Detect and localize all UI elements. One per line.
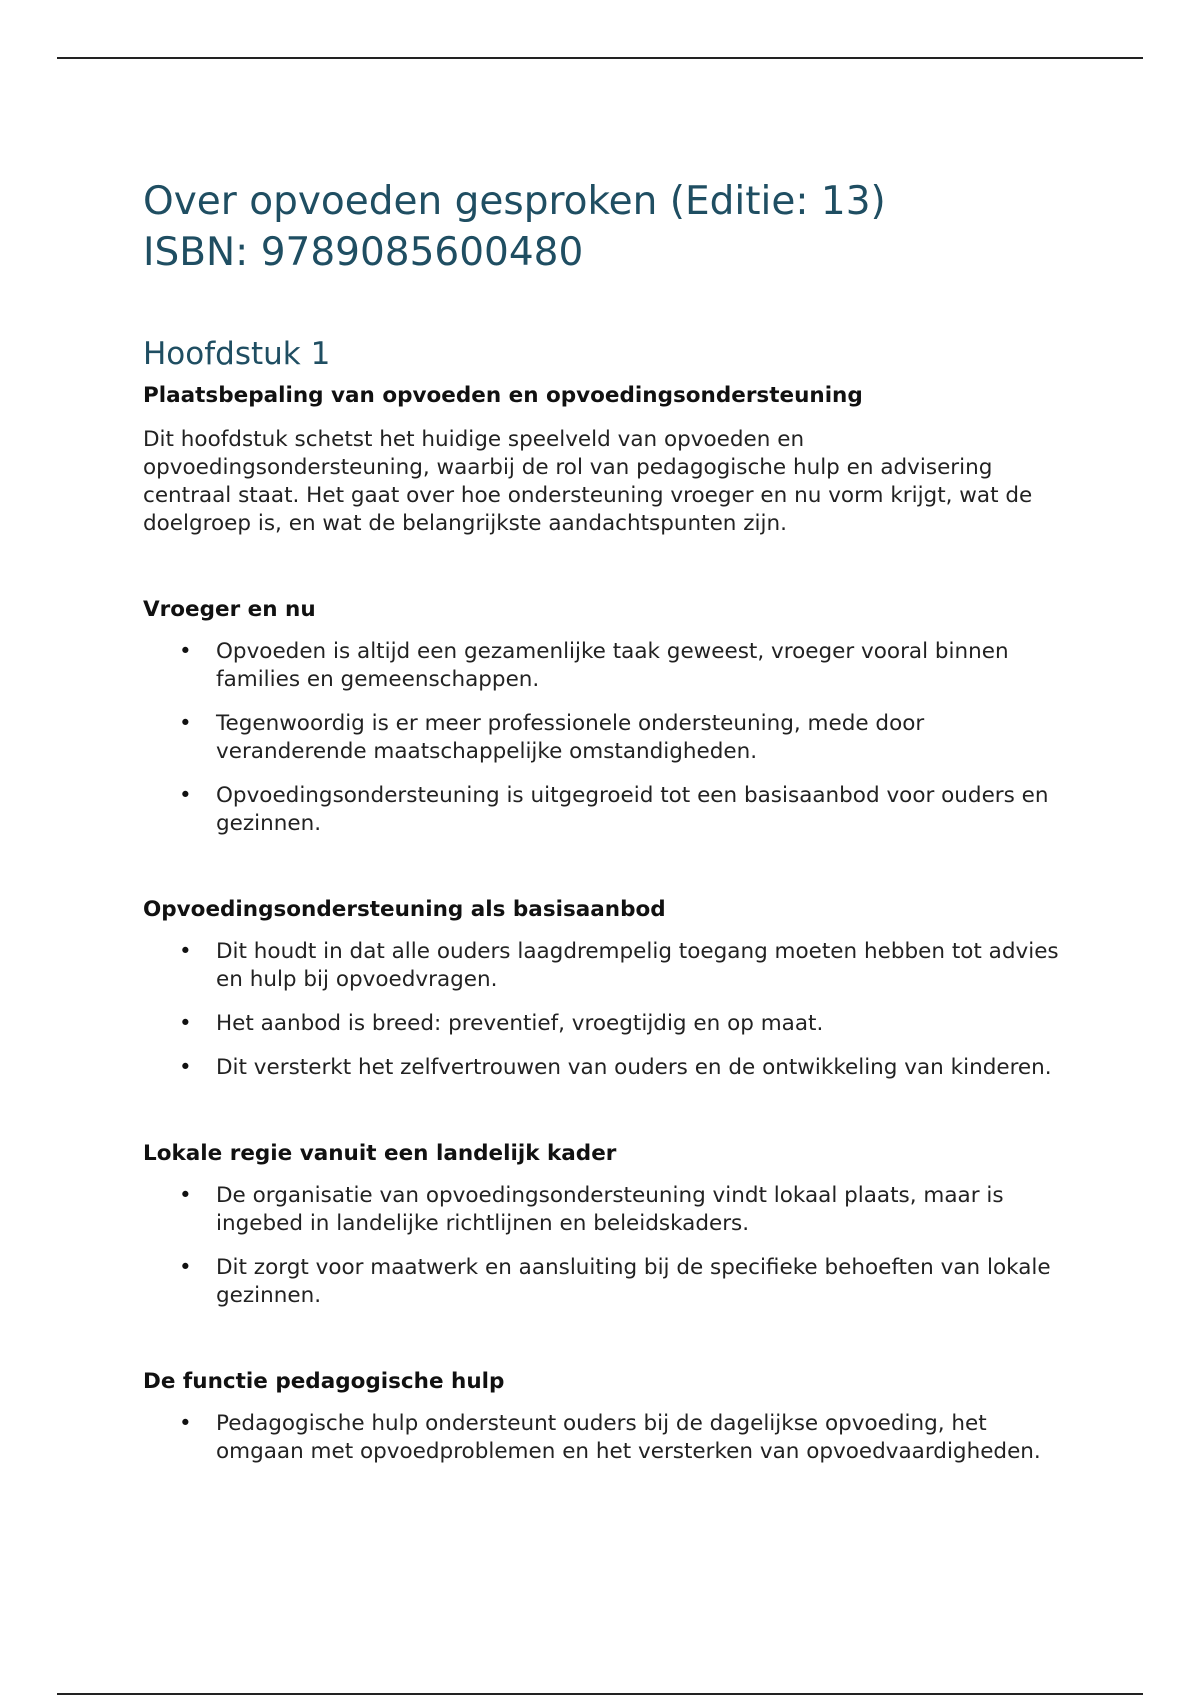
bullet-list: [143, 1410, 1073, 1466]
chapter-heading: Hoofdstuk 1: [143, 336, 331, 372]
list-item: [143, 1254, 1073, 1310]
section-heading: Opvoedingsondersteuning als basisaanbod: [143, 897, 666, 922]
bullet-list: [143, 1182, 1073, 1310]
list-item-text: Opvoeden is altijd een gezamenlijke taak geweest, vroeger vooral binnen families en gemeenschappen.: [216, 639, 1009, 692]
bullet-icon: •: [179, 1183, 192, 1208]
list-item-text: Dit houdt in dat alle ouders laagdrempelig toegang moeten hebben tot advies en hulp bij opvoedvragen.: [216, 939, 1059, 992]
list-item: [143, 710, 1073, 766]
document-title: [143, 176, 1073, 278]
section-pedagogische-hulp: [143, 1368, 1073, 1466]
list-item: [143, 938, 1073, 994]
bullet-icon: •: [179, 1055, 192, 1080]
list-item-text: Dit versterkt het zelfvertrouwen van ouders en de ontwikkeling van kinderen.: [216, 1055, 1052, 1080]
section-lokale-regie: [143, 1140, 1073, 1310]
intro-paragraph: Dit hoofdstuk schetst het huidige speelveld van opvoeden en opvoedingsondersteuning, waarbij de rol van pedagogische hulp en advisering centraal staat. Het gaat over hoe ondersteuning vroeger en nu vorm krijgt, wat de doelgroep is, en wat de belangrijkste aandachtspunten zijn.: [143, 427, 1033, 536]
list-item-text: Dit zorgt voor maatwerk en aansluiting bij de specifieke behoeften van lokale gezinnen.: [216, 1255, 1051, 1308]
chapter-subtitle: Plaatsbepaling van opvoeden en opvoedingsondersteuning: [143, 383, 863, 408]
bullet-list: [143, 638, 1073, 838]
section-heading: Vroeger en nu: [143, 597, 316, 622]
list-item-text: De organisatie van opvoedingsondersteuning vindt lokaal plaats, maar is ingebed in landelijke richtlijnen en beleidskaders.: [216, 1183, 1004, 1236]
list-item: [143, 1054, 1073, 1082]
bullet-icon: •: [179, 783, 192, 808]
bottom-divider: [57, 1693, 1143, 1695]
section-vroeger-en-nu: [143, 596, 1073, 838]
list-item-text: Tegenwoordig is er meer professionele ondersteuning, mede door veranderende maatschappelijke omstandigheden.: [216, 711, 925, 764]
list-item: [143, 1182, 1073, 1238]
list-item: [143, 1010, 1073, 1038]
bullet-icon: •: [179, 1011, 192, 1036]
bullet-list: [143, 938, 1073, 1082]
bullet-icon: •: [179, 1411, 192, 1436]
document-body: [143, 176, 1073, 1466]
list-item: [143, 638, 1073, 694]
list-item-text: Opvoedingsondersteuning is uitgegroeid tot een basisaanbod voor ouders en gezinnen.: [216, 783, 1049, 836]
list-item: [143, 1410, 1073, 1466]
bullet-icon: •: [179, 939, 192, 964]
bullet-icon: •: [179, 711, 192, 736]
bullet-icon: •: [179, 1255, 192, 1280]
section-heading: De functie pedagogische hulp: [143, 1369, 505, 1394]
list-item: [143, 782, 1073, 838]
list-item-text: Het aanbod is breed: preventief, vroegtijdig en op maat.: [216, 1011, 824, 1036]
list-item-text: Pedagogische hulp ondersteunt ouders bij de dagelijkse opvoeding, het omgaan met opvoedproblemen en het versterken van opvoedvaardigheden.: [216, 1411, 1041, 1464]
bullet-icon: •: [179, 639, 192, 664]
top-divider: [57, 57, 1143, 59]
section-basisaanbod: [143, 896, 1073, 1082]
title-line-1: Over opvoeden gesproken (Editie: 13): [143, 179, 886, 224]
section-heading: Lokale regie vanuit een landelijk kader: [143, 1141, 617, 1166]
title-line-2: ISBN: 9789085600480: [143, 230, 584, 275]
